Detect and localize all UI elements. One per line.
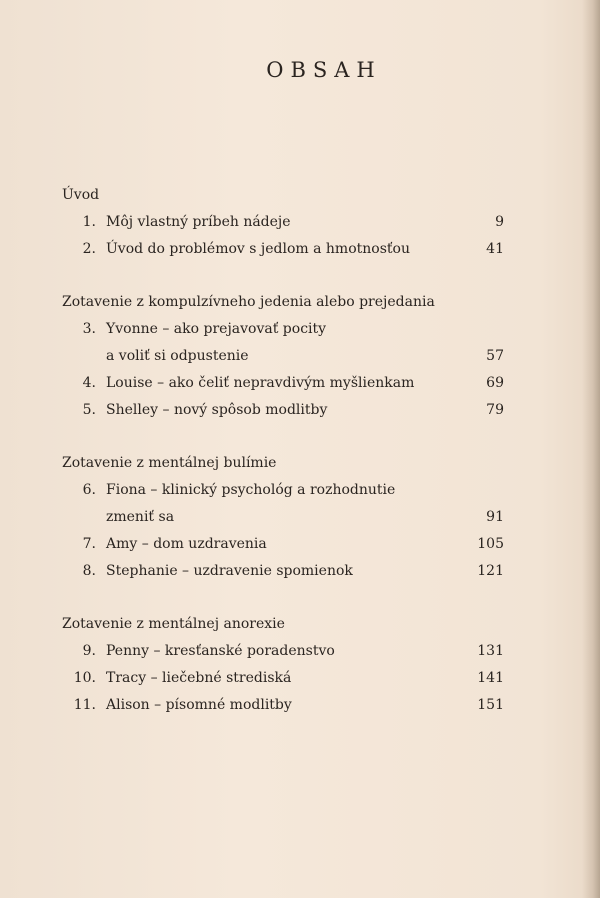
chapter-number-spacer — [62, 504, 106, 531]
toc-entry-line — [62, 638, 504, 665]
page-number: 57 — [486, 348, 504, 364]
toc-entry-line — [62, 209, 504, 236]
toc-entry — [62, 397, 504, 424]
chapter-title: Yvonne – ako prejavovať pocity — [106, 321, 327, 337]
toc-entry-line — [62, 504, 504, 531]
chapter-title: Tracy – liečebné strediská — [106, 670, 292, 686]
toc-entry — [62, 665, 504, 692]
chapter-number: 11. — [73, 697, 96, 713]
page-number: 151 — [477, 697, 504, 713]
page-title: OBSAH — [266, 58, 382, 82]
toc-entry-line — [62, 370, 504, 397]
chapter-number-spacer — [62, 343, 106, 370]
chapter-title: a voliť si odpustenie — [106, 348, 249, 364]
toc-entry — [62, 316, 504, 370]
page-number-spacer — [454, 477, 504, 504]
chapter-number: 3. — [82, 321, 96, 337]
toc-entry — [62, 209, 504, 236]
toc-entry-line — [62, 665, 504, 692]
chapter-number: 1. — [82, 214, 96, 230]
section-title: Zotavenie z mentálnej anorexie — [62, 616, 285, 632]
section-title: Zotavenie z mentálnej bulímie — [62, 455, 277, 471]
toc-entry-line — [62, 397, 504, 424]
chapter-number: 9. — [82, 643, 96, 659]
toc-entry-line — [62, 236, 504, 263]
page-number-spacer — [454, 316, 504, 343]
toc-entry — [62, 370, 504, 397]
toc-entry — [62, 236, 504, 263]
chapter-title: Fiona – klinický psychológ a rozhodnutie — [106, 482, 396, 498]
chapter-number: 6. — [82, 482, 96, 498]
chapter-title: Úvod do problémov s jedlom a hmotnosťou — [106, 241, 410, 257]
chapter-title: Amy – dom uzdravenia — [106, 536, 267, 552]
page-number: 91 — [486, 509, 504, 525]
chapter-title: Louise – ako čeliť nepravdivým myšlienkam — [106, 375, 415, 391]
chapter-title: Stephanie – uzdravenie spomienok — [106, 563, 353, 579]
page-number: 131 — [477, 643, 504, 659]
toc-section — [62, 289, 504, 424]
toc-entry-line — [62, 692, 504, 719]
toc-entry-line — [62, 558, 504, 585]
toc-entry-line — [62, 477, 504, 504]
chapter-number: 8. — [82, 563, 96, 579]
toc-entry — [62, 531, 504, 558]
toc-entry-line — [62, 531, 504, 558]
chapter-title: zmeniť sa — [106, 509, 175, 525]
page-number: 141 — [477, 670, 504, 686]
section-title: Zotavenie z kompulzívneho jedenia alebo prejedania — [62, 294, 435, 310]
section-title: Úvod — [62, 187, 100, 203]
chapter-number: 7. — [82, 536, 96, 552]
page-number: 9 — [495, 214, 504, 230]
page-number: 79 — [486, 402, 504, 418]
page-number: 69 — [486, 375, 504, 391]
page-number: 105 — [477, 536, 504, 552]
toc-section — [62, 450, 504, 585]
toc-entry-line — [62, 343, 504, 370]
toc-section — [62, 611, 504, 719]
chapter-title: Môj vlastný príbeh nádeje — [106, 214, 291, 230]
toc-entry — [62, 477, 504, 531]
page-edge-shadow — [582, 0, 600, 898]
toc-entry — [62, 558, 504, 585]
toc-entry-line — [62, 316, 504, 343]
chapter-title: Penny – kresťanské poradenstvo — [106, 643, 335, 659]
toc-entry — [62, 638, 504, 665]
chapter-number: 2. — [82, 241, 96, 257]
table-of-contents — [62, 182, 504, 745]
page-number: 121 — [477, 563, 504, 579]
chapter-number: 5. — [82, 402, 96, 418]
chapter-number: 4. — [82, 375, 96, 391]
chapter-title: Alison – písomné modlitby — [106, 697, 292, 713]
page-number: 41 — [486, 241, 504, 257]
chapter-title: Shelley – nový spôsob modlitby — [106, 402, 328, 418]
toc-entry — [62, 692, 504, 719]
toc-section — [62, 182, 504, 263]
chapter-number: 10. — [73, 670, 96, 686]
